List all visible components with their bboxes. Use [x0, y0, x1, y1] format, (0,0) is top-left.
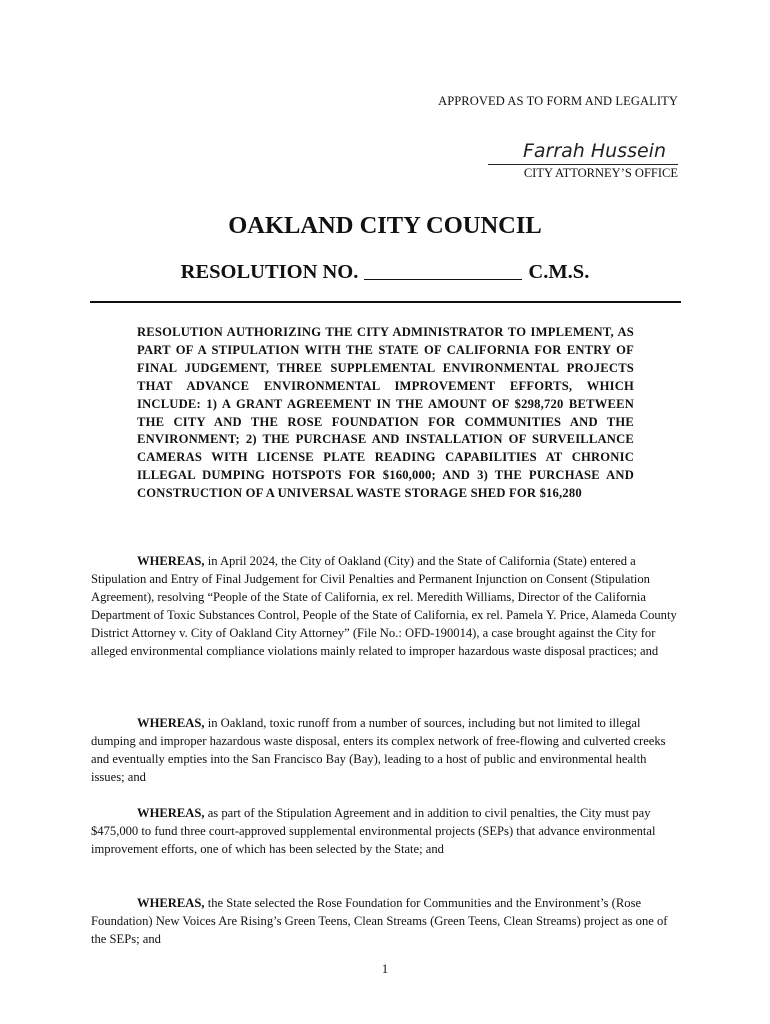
whereas-keyword: WHEREAS, [137, 554, 205, 568]
resolution-number-line [0, 259, 770, 284]
resolution-label: RESOLUTION NO. [180, 261, 359, 283]
whereas-clause [91, 804, 681, 858]
whereas-clause [91, 714, 681, 786]
approval-heading: APPROVED AS TO FORM AND LEGALITY [438, 94, 678, 108]
attorney-office-label: CITY ATTORNEY’S OFFICE [523, 166, 678, 180]
whereas-keyword: WHEREAS, [137, 896, 205, 910]
page-number: 1 [381, 962, 389, 976]
whereas-text: in April 2024, the City of Oakland (City) and the State of California (State) entered a Stipulation and Entry of Final Judgement for Civil Penalties and Permanent Injunction on Consent (Stipulation Agreement), resolving “People of the State of California, ex rel. Meredith Williams, Director of the California Department of Toxic Substances Control, People of the State of California, ex rel. Pamela Y. Price, Alameda County District Attorney v. City of Oakland City Attorney” (File No.: OFD-190014), a case brought against the City for alleged environmental compliance violations mainly related to improper hazardous waste disposal practices; and [91, 554, 677, 658]
whereas-keyword: WHEREAS, [137, 716, 205, 730]
whereas-keyword: WHEREAS, [137, 806, 205, 820]
resolution-title: RESOLUTION AUTHORIZING THE CITY ADMINISTRATOR TO IMPLEMENT, AS PART OF A STIPULATION WITH THE STATE OF CALIFORNIA FOR ENTRY OF FINAL JUDGEMENT, THREE SUPPLEMENTAL ENVIRONMENTAL PROJECTS THAT ADVANCE ENVIRONMENTAL IMPROVEMENT EFFORTS, WHICH INCLUDE: 1) A GRANT AGREEMENT IN THE AMOUNT OF $298,720 BETWEEN THE CITY AND THE ROSE FOUNDATION FOR COMMUNITIES AND THE ENVIRONMENT; 2) THE PURCHASE AND INSTALLATION OF SURVEILLANCE CAMERAS WITH LICENSE PLATE READING CAPABILITIES AT CHRONIC ILLEGAL DUMPING HOTSPOTS FOR $160,000; AND 3) THE PURCHASE AND CONSTRUCTION OF A UNIVERSAL WASTE STORAGE SHED FOR $16,280 [137, 325, 634, 501]
resolution-number-blank [364, 259, 522, 280]
header-divider [90, 301, 681, 303]
whereas-clause [91, 552, 681, 660]
whereas-text: the State selected the Rose Foundation for Communities and the Environment’s (Rose Foundation) New Voices Are Rising’s Green Teens, Clean Streams (Green Teens, Clean Streams) project as one of the SEPs; and [91, 896, 668, 946]
whereas-text: in Oakland, toxic runoff from a number of sources, including but not limited to illegal dumping and improper hazardous waste disposal, enters its complex network of free-flowing and culverted creeks and eventually empties into the San Francisco Bay (Bay), leading to a host of public and environmental health issues; and [91, 716, 666, 784]
council-title: OAKLAND CITY COUNCIL [228, 212, 542, 239]
whereas-clause [91, 894, 681, 948]
attorney-signature: Farrah Hussein [488, 138, 678, 165]
whereas-text: as part of the Stipulation Agreement and in addition to civil penalties, the City must pay $475,000 to fund three court-approved supplemental environmental projects (SEPs) that advance environmental improvement efforts, one of which has been selected by the State; and [91, 806, 656, 856]
resolution-suffix: C.M.S. [528, 261, 590, 283]
